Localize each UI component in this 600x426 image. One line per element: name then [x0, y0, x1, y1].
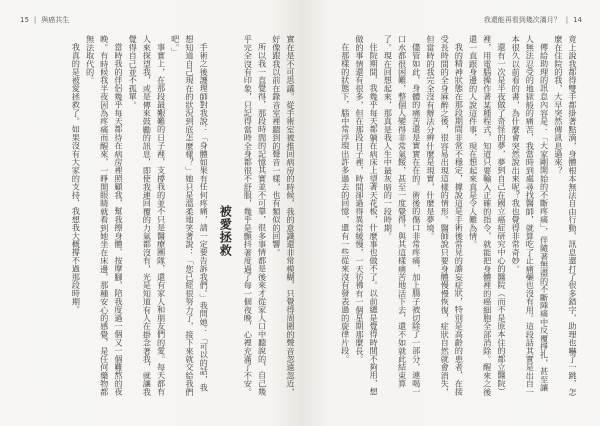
right-body-text	[339, 35, 580, 396]
page-number: 15	[20, 16, 29, 24]
right-running-head	[484, 16, 582, 25]
paragraph: 儘管如此，身體的痛苦還是實實在在的。術後的傷口非常疼痛，加上腸子被切除了一部分，連喝一口水都很困難，整個人變得非常氣餒，甚至一度覺得，與其這樣痛苦地活下去，還不如就此結束算了。現在回想起來，那真是我人生中最灰暗的一段時期。	[383, 35, 422, 396]
paragraph: 住院期間，我幾乎每天都躺在病床上望著天花板，什麼事也做不了。以前總是覺得時間不夠用，想做的事情還有很多，但在那段日子裡，時間卻過得異常緩慢，一天彷彿有一個星期那麼長。	[354, 35, 380, 396]
right-page	[300, 0, 600, 426]
left-body-text	[69, 35, 298, 396]
page-number: 14	[573, 16, 582, 24]
separator: |	[565, 16, 569, 24]
paragraph: 事實上，在那段最艱難的日子裡，支撐我的並不只是醫療團隊，還有家人和朋友們的愛。每天都有人來探望我，或是傳來鼓勵的訊息，即使我連回覆的力氣都沒有，光是知道有人在掛念著我，就讓我覺得自己並不孤單。	[128, 35, 167, 396]
paragraph: 我真的是被愛拯救了。如果沒有大家的支持，我想我大概撐不過那段時期。	[71, 43, 82, 314]
paragraph: 當時我的伴侶幾乎每天都待在病房裡照顧我，幫我擦身體、按摩腳，陪我度過一個又一個難熬的夜晚。有時候我半夜因為疼痛而醒來，一睜開眼睛就看到她坐在床邊，那種安心的感覺，是任何藥物都無法取代的。	[85, 35, 124, 396]
section-heading: 被愛拯救	[218, 205, 233, 257]
paragraph: 還有一次是半夜做了奇怪的夢，夢到自己在國立癌症研究中心的醫院（而不是原本住的都立醫院）裡，用電腦操作著某種程式，知道只要輸入正確的指令，就能把身體裡的癌細胞全部消除。醒來之後還一直跟身邊的人說這件事，現在想起來真是令人難為情。	[468, 35, 507, 396]
separator: |	[33, 16, 37, 24]
paragraph: 實在是不可思議。從手術室被推回病房的時候，我的意識還非常模糊，只覺得周圍的聲音忽遠忽近，好像跟我以前在錄音室裡聽到的聲音一樣，也有類似的回響。	[271, 35, 296, 396]
paragraph: 在那樣的狀態下，腦中常浮現出許多過去的回憶，還有一些從來沒有發表過的旋律片段。	[340, 43, 351, 363]
paragraph: 我的精神狀態在那段期間非常不穩定，據說這是手術後常見的譫妄症狀，特別是高齡的患者，在接受長時間的全身麻醉之後，很容易出現這樣的情形。醫師說只要身體慢慢恢復，症狀自然就會消失，但當時的我完全沒有辦法分辨什麼是現實，什麼是夢境。	[425, 35, 465, 396]
paragraph: 所以我一直覺得，那段時間的記憶其實並不可靠，很多事情都是後來才從家人口中聽說的，自己幾乎完全沒有印象，只記得當時全身都很不舒服，幾乎是顫抖著度過了每一個夜晚，心裡充滿了不安。	[243, 35, 268, 396]
left-running-head	[20, 16, 69, 25]
book-title: 我還能再看到幾次滿月？	[483, 16, 561, 24]
paragraph: 傳給助理的訊息內容是：「大家剛開始的不斷疼痛」，伴隨著無盡的不斷陣痛中反覆掙扎，甚至讓人無法忍受的地獄般的痛苦，我當時到處尋找醫師，就算吃了止痛藥也沒有用。這段話其實是出自一本很久以前看的書，為什麼會突然說出來呢？我也覺得非常奇妙。	[511, 35, 550, 396]
paragraph: 竟上說我都得雙手都掛著點滴，身體根本無法自由行動，訊息還打了很多錯字，助理也嚇了一跳，怎麼在住院的我，大早突然傳訊息過來？	[553, 35, 578, 396]
paragraph: 手術之後護理師對我說：「身體如果有任何疼痛，請一定要告訴我們。」我問她：「可以的話，我想知道自己現在的狀況到底怎麼樣？」她只是溫柔地笑著說：「您已經很努力了，接下來就交給我們吧。」	[170, 35, 210, 396]
chapter-title: 與癌共生	[41, 16, 70, 24]
